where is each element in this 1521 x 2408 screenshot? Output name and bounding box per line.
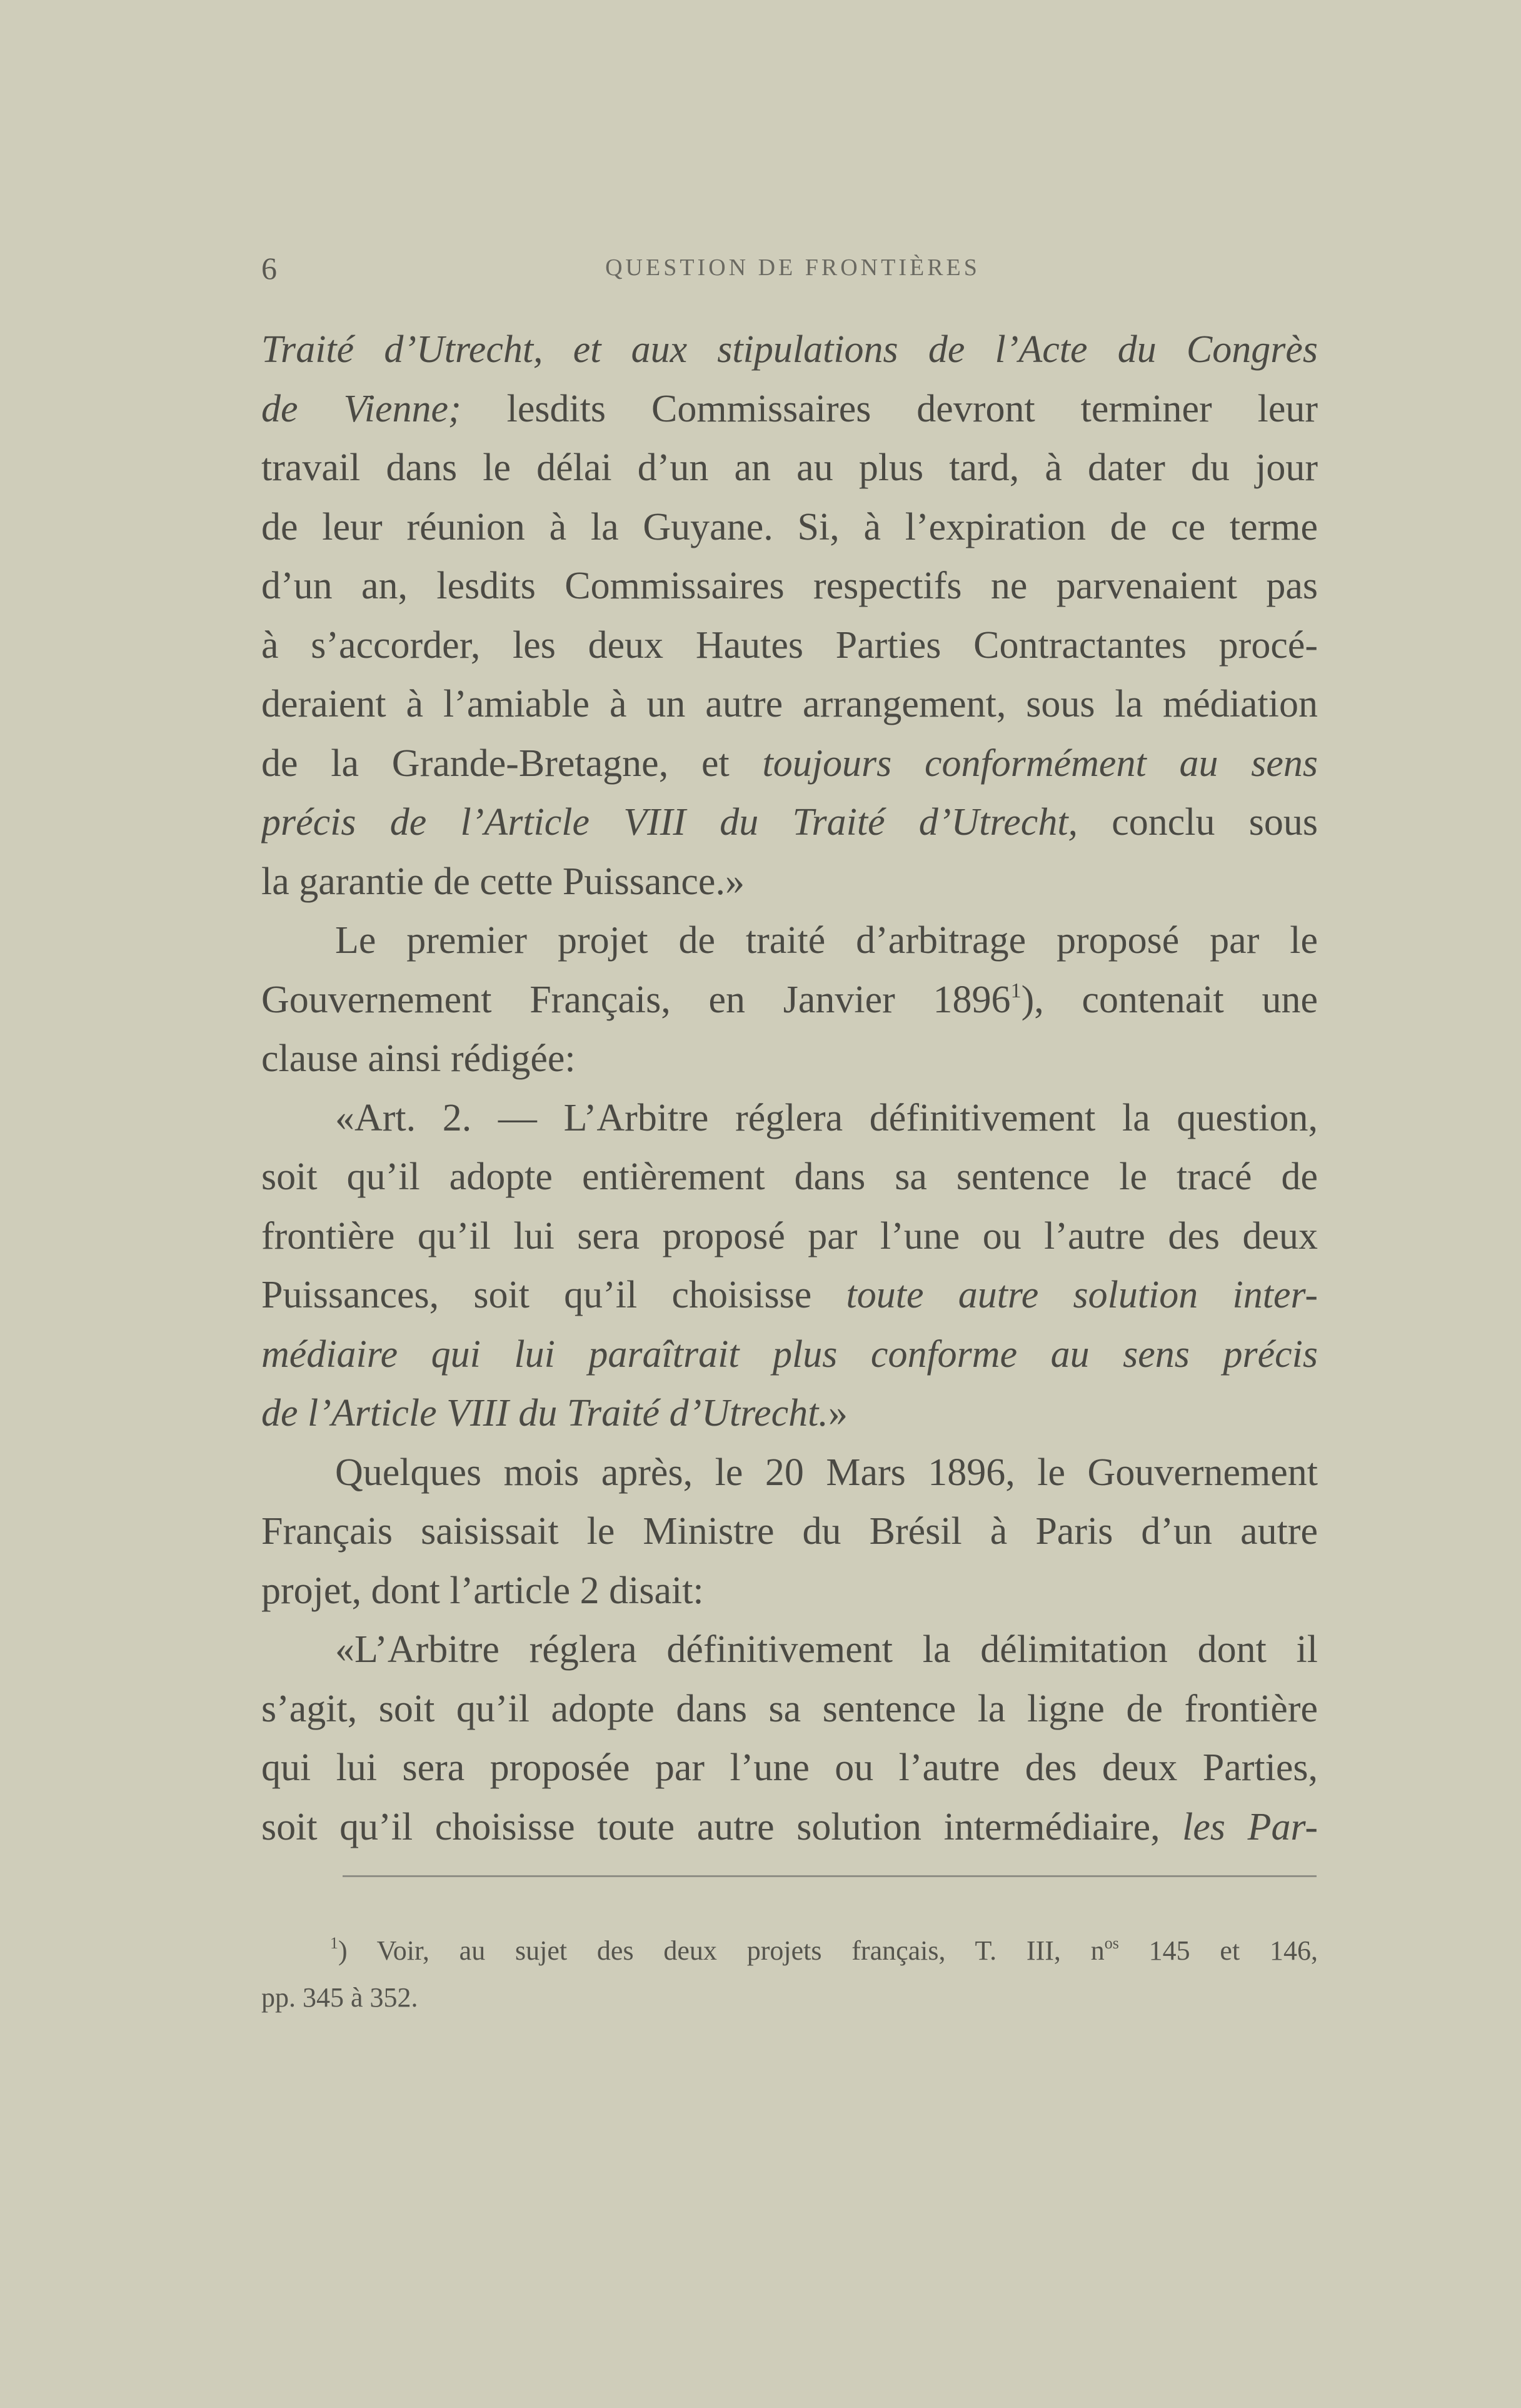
text-span: de la Grande-Bretagne, et: [261, 742, 763, 785]
text-line: [261, 911, 1318, 970]
text-line: [261, 1089, 1318, 1148]
body-text: [261, 320, 1318, 1856]
text-span: qui lui sera proposée par l’une ou l’autre des deux Parties,: [261, 1746, 1318, 1789]
text-line: [261, 380, 1318, 439]
text-line: [261, 498, 1318, 557]
text-span: «L’Arbitre réglera définitivement la délimitation dont il: [335, 1628, 1318, 1671]
text-line: [261, 1029, 1318, 1089]
italic-text: précis de l’Article VIII du Traité d’Utrecht,: [261, 801, 1078, 844]
running-head: [261, 250, 1324, 294]
text-span: Le premier projet de traité d’arbitrage proposé par le: [335, 919, 1318, 962]
text-line: [261, 1798, 1318, 1857]
text-line: [261, 438, 1318, 498]
text-span: ), contenait une: [1021, 978, 1318, 1021]
text-span: la garantie de cette Puissance.»: [261, 860, 745, 903]
text-line: [261, 734, 1318, 793]
italic-text: les Par-: [1182, 1805, 1318, 1848]
text-span: travail dans le délai d’un an au plus tard, à dater du jour: [261, 446, 1318, 489]
text-line: [261, 320, 1318, 380]
superscript: 1: [330, 1934, 338, 1952]
text-span: projet, dont l’article 2 disait:: [261, 1569, 704, 1612]
footnote: [261, 1927, 1318, 2021]
text-line: [261, 557, 1318, 616]
footnote-rule: [343, 1875, 1317, 1877]
text-line: [261, 1443, 1318, 1503]
running-title: QUESTION DE FRONTIÈRES: [605, 254, 980, 281]
text-line: [261, 1502, 1318, 1561]
superscript: os: [1104, 1934, 1119, 1952]
text-line: [261, 1325, 1318, 1384]
text-span: de leur réunion à la Guyane. Si, à l’expiration de ce terme: [261, 505, 1318, 548]
text-span: «Art. 2. — L’Arbitre réglera définitivement la question,: [335, 1096, 1318, 1139]
text-line: [261, 616, 1318, 675]
text-span: Puissances, soit qu’il choisisse: [261, 1274, 846, 1316]
text-span: conclu sous: [1078, 801, 1318, 844]
text-span: Quelques mois après, le 20 Mars 1896, le Gouvernement: [335, 1451, 1318, 1494]
text-line: [261, 1738, 1318, 1798]
footnote-line: [261, 1974, 1318, 2021]
superscript: 1: [1010, 979, 1022, 1002]
text-line: [261, 970, 1318, 1030]
text-line: [261, 1147, 1318, 1207]
text-span: »: [828, 1392, 848, 1434]
text-span: d’un an, lesdits Commissaires respectifs ne parvenaient pas: [261, 565, 1318, 607]
italic-text: toujours conformément au sens: [762, 742, 1318, 785]
footnote-line: [261, 1927, 1318, 1974]
text-span: 145 et 146,: [1118, 1935, 1318, 1966]
text-line: [261, 1266, 1318, 1325]
text-line: [261, 1680, 1318, 1739]
text-span: frontière qu’il lui sera proposé par l’une ou l’autre des deux: [261, 1214, 1318, 1257]
text-span: clause ainsi rédigée:: [261, 1037, 576, 1080]
text-line: [261, 1561, 1318, 1621]
italic-text: toute autre solution inter-: [846, 1274, 1318, 1316]
text-span: soit qu’il choisisse toute autre solution intermédiaire,: [261, 1805, 1183, 1848]
text-span: ) Voir, au sujet des deux projets français, T. III, n: [338, 1935, 1105, 1966]
text-span: Français saisissait le Ministre du Brésil à Paris d’un autre: [261, 1510, 1318, 1553]
text-span: pp. 345 à 352.: [261, 1982, 418, 2013]
text-line: [261, 675, 1318, 734]
text-line: [261, 793, 1318, 852]
page-number: 6: [261, 251, 277, 286]
text-line: [261, 1384, 1318, 1443]
text-span: Gouvernement Français, en Janvier 1896: [261, 978, 1011, 1021]
text-span: s’agit, soit qu’il adopte dans sa sentence la ligne de frontière: [261, 1687, 1318, 1730]
italic-text: médiaire qui lui paraîtrait plus conforme au sens précis: [261, 1332, 1318, 1376]
text-span: lesdits Commissaires devront terminer leur: [461, 387, 1318, 430]
italic-text: de l’Article VIII du Traité d’Utrecht.: [261, 1392, 828, 1434]
text-line: [261, 1207, 1318, 1266]
italic-text: de Vienne;: [261, 387, 461, 430]
italic-text: Traité d’Utrecht, et aux stipulations de l’Acte du Congrès: [261, 328, 1318, 371]
text-line: [261, 1620, 1318, 1680]
text-span: à s’accorder, les deux Hautes Parties Contractantes procé-: [261, 623, 1318, 667]
text-span: deraient à l’amiable à un autre arrangement, sous la médiation: [261, 683, 1318, 725]
text-line: [261, 852, 1318, 912]
text-span: soit qu’il adopte entièrement dans sa sentence le tracé de: [261, 1156, 1318, 1198]
